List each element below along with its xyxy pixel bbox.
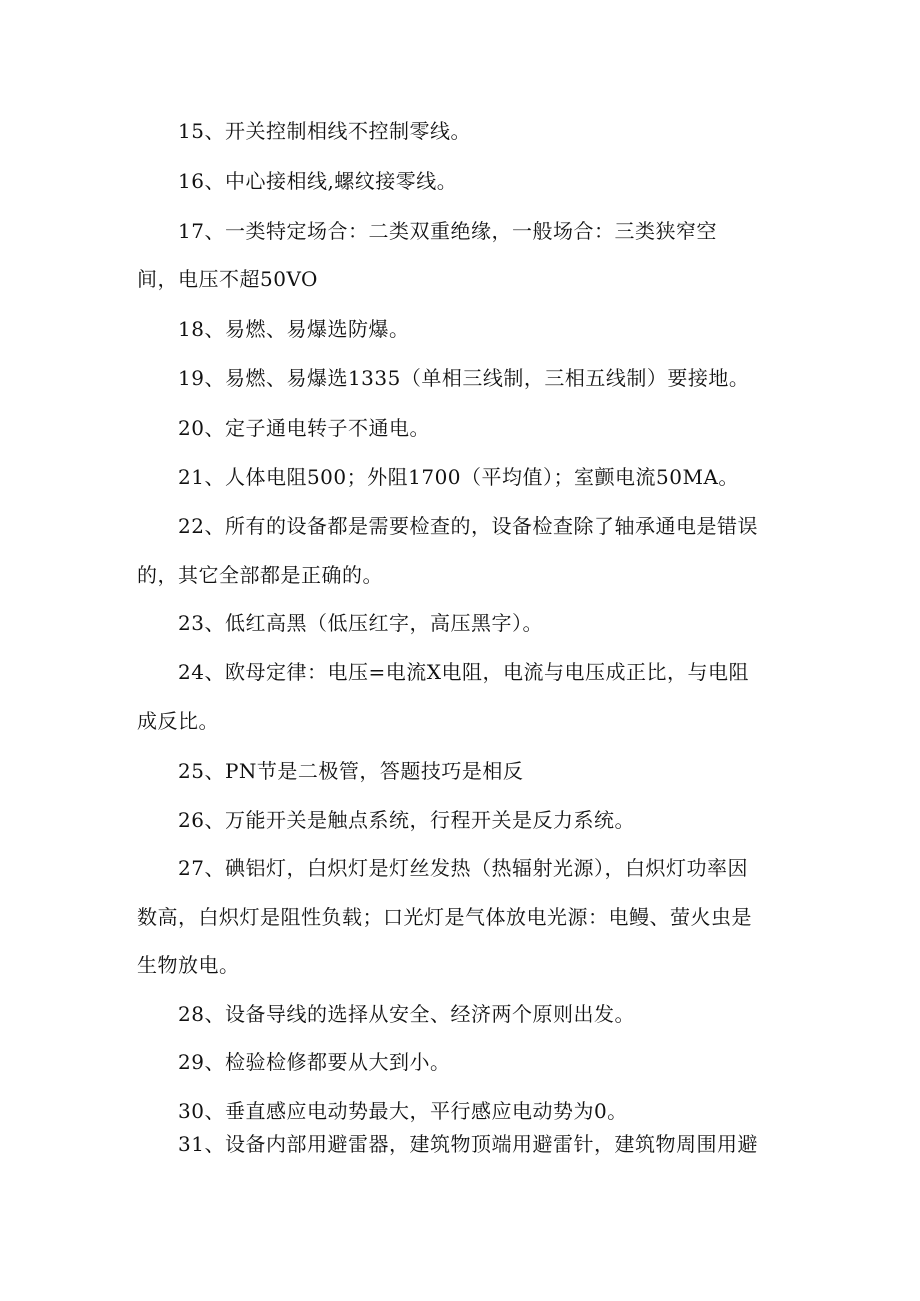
item-28: 28、设备导线的选择从安全、经济两个原则出发。 <box>178 1002 635 1026</box>
item-19: 19、易燃、易爆选1335（单相三线制，三相五线制）要接地。 <box>178 366 750 390</box>
item-17-continued: 间，电压不超50VO <box>137 267 318 291</box>
item-27-continued-1: 数高，白炽灯是阻性负载；口光灯是气体放电光源：电鳗、萤火虫是 <box>137 905 752 929</box>
item-27: 27、碘铝灯，白炽灯是灯丝发热（热辐射光源），白炽灯功率因 <box>178 856 748 880</box>
item-29: 29、检验检修都要从大到小。 <box>178 1050 451 1074</box>
item-23: 23、低红高黑（低压红字，高压黑字）。 <box>178 611 543 635</box>
item-22-continued: 的，其它全部都是正确的。 <box>137 563 383 587</box>
item-24: 24、欧母定律：电压=电流X电阻，电流与电压成正比，与电阻 <box>178 660 749 684</box>
item-31: 31、设备内部用避雷器，建筑物顶端用避雷针，建筑物周围用避 <box>178 1132 758 1156</box>
item-21: 21、人体电阻500；外阻1700（平均值）；室颤电流50MA。 <box>178 465 739 489</box>
item-16: 16、中心接相线,螺纹接零线。 <box>178 169 458 193</box>
item-30: 30、垂直感应电动势最大，平行感应电动势为0。 <box>178 1099 628 1123</box>
item-26: 26、万能开关是触点系统，行程开关是反力系统。 <box>178 808 635 832</box>
item-15: 15、开关控制相线不控制零线。 <box>178 119 471 143</box>
item-20: 20、定子通电转子不通电。 <box>178 416 430 440</box>
item-18: 18、易燃、易爆选防爆。 <box>178 317 410 341</box>
item-27-continued-2: 生物放电。 <box>137 953 240 977</box>
item-22: 22、所有的设备都是需要检查的，设备检查除了轴承通电是错误 <box>178 514 758 538</box>
item-24-continued: 成反比。 <box>137 709 219 733</box>
item-25: 25、PN节是二极管，答题技巧是相反 <box>178 759 524 783</box>
item-17: 17、一类特定场合：二类双重绝缘，一般场合：三类狭窄空 <box>178 219 717 243</box>
